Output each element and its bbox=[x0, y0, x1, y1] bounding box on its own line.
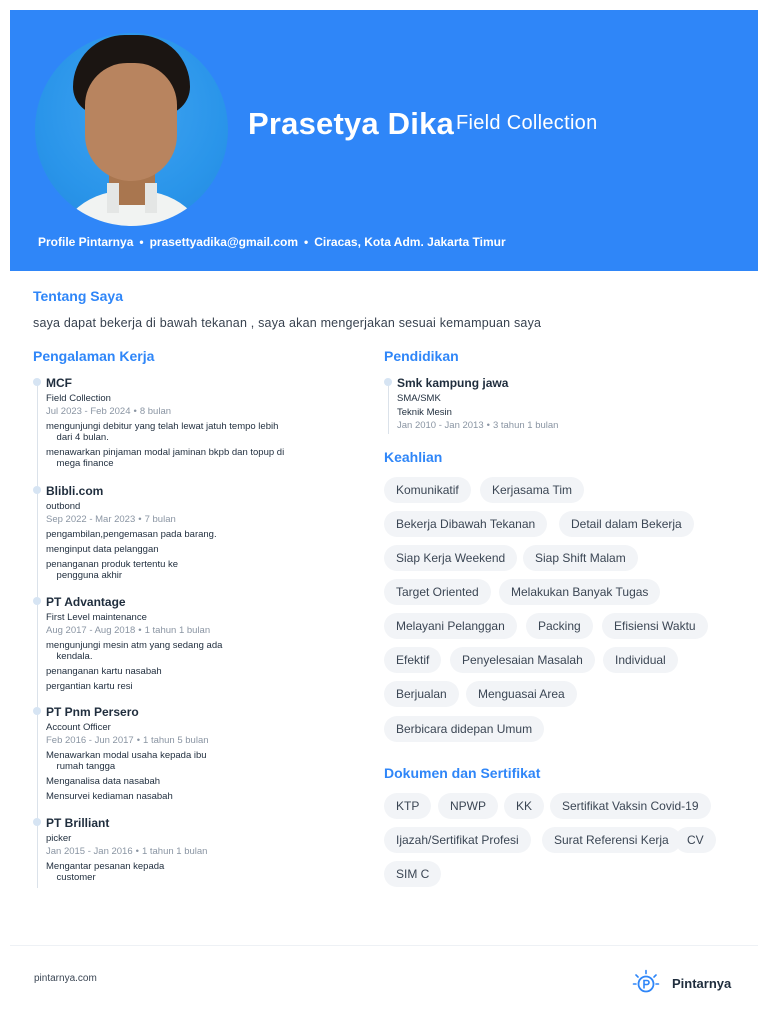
experience-duration: 8 bulan bbox=[139, 406, 172, 417]
experience-role: picker bbox=[46, 833, 72, 844]
separator-dot: • bbox=[139, 235, 144, 249]
experience-period: Jul 2023 - Feb 2024 bbox=[46, 406, 131, 417]
skill-chip: Efisiensi Waktu bbox=[602, 613, 708, 639]
experience-title: Pengalaman Kerja bbox=[33, 348, 155, 364]
education-level: SMA/SMK bbox=[397, 393, 441, 404]
timeline-dot bbox=[33, 818, 41, 826]
date-separator: • bbox=[133, 406, 137, 417]
footer-url[interactable]: pintarnya.com bbox=[34, 973, 97, 984]
candidate-name: Prasetya Dika bbox=[248, 106, 454, 141]
education-school: Smk kampung jawa bbox=[397, 376, 509, 390]
skill-chip: Bekerja Dibawah Tekanan bbox=[384, 511, 547, 537]
document-chip[interactable]: KTP bbox=[384, 793, 431, 819]
experience-period: Feb 2016 - Jun 2017 bbox=[46, 735, 134, 746]
experience-period: Aug 2017 - Aug 2018 bbox=[46, 625, 136, 636]
experience-bullet: Mensurvei kediaman nasabah bbox=[46, 791, 173, 802]
skill-chip: Kerjasama Tim bbox=[480, 477, 584, 503]
experience-bullet: mengunjungi mesin atm yang sedang ada kendala. bbox=[46, 640, 223, 662]
education-date bbox=[397, 420, 697, 431]
experience-body bbox=[46, 705, 346, 806]
skills-title: Keahlian bbox=[384, 449, 443, 465]
experience-company: PT Brilliant bbox=[46, 816, 110, 830]
timeline-dot bbox=[33, 486, 41, 494]
contact-line bbox=[38, 235, 506, 249]
document-chip[interactable]: NPWP bbox=[438, 793, 498, 819]
education-title: Pendidikan bbox=[384, 348, 459, 364]
experience-date bbox=[46, 846, 346, 857]
experience-company: PT Advantage bbox=[46, 595, 126, 609]
experience-bullets bbox=[46, 421, 346, 469]
document-chip[interactable]: Ijazah/Sertifikat Profesi bbox=[384, 827, 531, 853]
footer-brand: Pintarnya bbox=[672, 976, 732, 991]
date-separator: • bbox=[138, 514, 142, 525]
experience-bullets bbox=[46, 861, 346, 883]
skill-chip: Efektif bbox=[384, 647, 441, 673]
profile-link[interactable]: Profile Pintarnya bbox=[38, 235, 134, 249]
experience-duration: 7 bulan bbox=[144, 514, 176, 525]
date-separator: • bbox=[136, 735, 141, 746]
about-text: saya dapat bekerja di bawah tekanan , saya akan mengerjakan sesuai kemampuan saya bbox=[33, 316, 542, 330]
skill-chip: Melayani Pelanggan bbox=[384, 613, 517, 639]
experience-duration: 1 tahun 5 bulan bbox=[143, 735, 209, 746]
document-chip[interactable]: CV bbox=[675, 827, 716, 853]
education-timeline bbox=[384, 376, 704, 434]
experience-bullet: penanganan produk tertentu ke pengguna akhir bbox=[46, 559, 179, 581]
experience-bullet: menginput data pelanggan bbox=[46, 544, 159, 555]
skill-chip: Packing bbox=[526, 613, 593, 639]
experience-bullet: menawarkan pinjaman modal jaminan bkpb dan topup di mega finance bbox=[46, 447, 285, 469]
profile-header bbox=[10, 10, 758, 271]
experience-body bbox=[46, 816, 346, 887]
experience-date bbox=[46, 735, 346, 746]
experience-period: Jan 2015 - Jan 2016 bbox=[46, 846, 133, 857]
experience-bullets bbox=[46, 640, 346, 692]
document-chip[interactable]: Sertifikat Vaksin Covid-19 bbox=[550, 793, 711, 819]
profile-photo bbox=[35, 33, 228, 226]
date-separator: • bbox=[486, 420, 490, 431]
experience-duration: 1 tahun 1 bulan bbox=[144, 625, 211, 636]
timeline-dot bbox=[384, 378, 392, 386]
experience-company: Blibli.com bbox=[46, 484, 104, 498]
skill-chip: Individual bbox=[603, 647, 678, 673]
experience-role: First Level maintenance bbox=[46, 612, 147, 623]
experience-company: PT Pnm Persero bbox=[46, 705, 139, 719]
skill-chip: Penyelesaian Masalah bbox=[450, 647, 595, 673]
experience-bullet: pergantian kartu resi bbox=[46, 681, 133, 692]
experience-bullet: penanganan kartu nasabah bbox=[46, 666, 162, 677]
skill-chip: Berjualan bbox=[384, 681, 459, 707]
experience-bullet: Menganalisa data nasabah bbox=[46, 776, 161, 787]
separator-dot: • bbox=[304, 235, 309, 249]
skill-chip: Siap Shift Malam bbox=[523, 545, 638, 571]
skill-chip: Menguasai Area bbox=[466, 681, 577, 707]
pintarnya-logo-icon bbox=[632, 969, 660, 997]
experience-duration: 1 tahun 1 bulan bbox=[141, 846, 208, 857]
skill-chip: Berbicara didepan Umum bbox=[384, 716, 544, 742]
experience-body bbox=[46, 376, 346, 473]
experience-role: Account Officer bbox=[46, 722, 111, 733]
timeline-dot bbox=[33, 378, 41, 386]
experience-body bbox=[46, 484, 346, 585]
timeline-dot bbox=[33, 707, 41, 715]
education-duration: 3 tahun 1 bulan bbox=[492, 420, 559, 431]
footer-divider bbox=[10, 945, 758, 946]
skill-chip: Target Oriented bbox=[384, 579, 491, 605]
timeline-dot bbox=[33, 597, 41, 605]
experience-role: outbond bbox=[46, 501, 81, 512]
experience-body bbox=[46, 595, 346, 696]
date-separator: • bbox=[135, 846, 139, 857]
date-separator: • bbox=[138, 625, 142, 636]
experience-date bbox=[46, 406, 346, 417]
experience-date bbox=[46, 625, 346, 636]
experience-bullets bbox=[46, 750, 346, 802]
location-text: Ciracas, Kota Adm. Jakarta Timur bbox=[314, 235, 506, 249]
experience-bullet: Mengantar pesanan kepada customer bbox=[46, 861, 165, 883]
email-link[interactable]: prasettyadika@gmail.com bbox=[149, 235, 299, 249]
experience-role: Field Collection bbox=[46, 393, 111, 404]
education-period: Jan 2010 - Jan 2013 bbox=[397, 420, 484, 431]
experience-bullet: Menawarkan modal usaha kepada ibu rumah tangga bbox=[46, 750, 207, 772]
experience-bullet: mengunjungi debitur yang telah lewat jatuh tempo lebih dari 4 bulan. bbox=[46, 421, 279, 443]
candidate-position: Field Collection bbox=[456, 112, 598, 134]
experience-company: MCF bbox=[46, 376, 72, 390]
experience-period: Sep 2022 - Mar 2023 bbox=[46, 514, 136, 525]
skill-chip: Melakukan Banyak Tugas bbox=[499, 579, 660, 605]
skill-chip: Detail dalam Bekerja bbox=[559, 511, 694, 537]
skill-chip: Komunikatif bbox=[384, 477, 471, 503]
document-chip[interactable]: SIM C bbox=[384, 861, 441, 887]
experience-bullet: pengambilan,pengemasan pada barang. bbox=[46, 529, 217, 540]
skill-chip: Siap Kerja Weekend bbox=[384, 545, 517, 571]
education-body bbox=[397, 376, 697, 431]
experience-bullets bbox=[46, 529, 346, 581]
document-chip[interactable]: Surat Referensi Kerja bbox=[542, 827, 681, 853]
experience-date bbox=[46, 514, 346, 525]
about-title: Tentang Saya bbox=[33, 288, 123, 304]
document-chip[interactable]: KK bbox=[504, 793, 544, 819]
experience-timeline bbox=[33, 376, 353, 888]
education-major: Teknik Mesin bbox=[397, 407, 452, 418]
documents-title: Dokumen dan Sertifikat bbox=[384, 765, 541, 781]
